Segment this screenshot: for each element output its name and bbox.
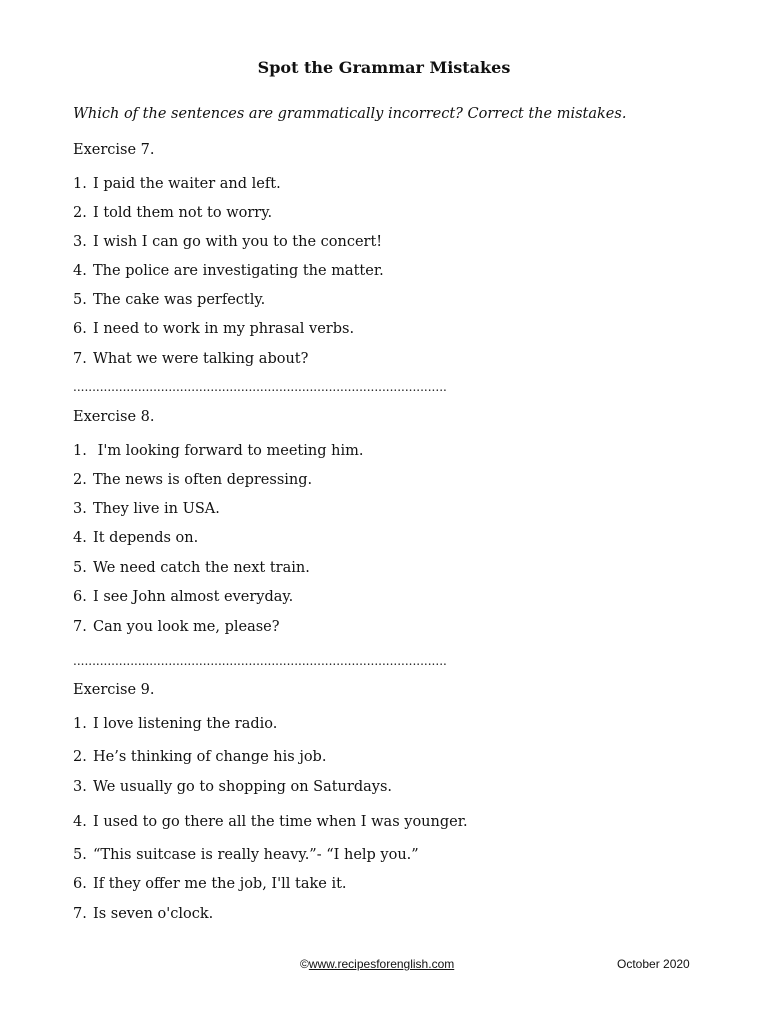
item-number: 1.: [73, 443, 87, 459]
divider: ..................................................................................................: [73, 380, 447, 394]
item-number: 4.: [73, 263, 87, 279]
item-text: I see John almost everyday.: [93, 589, 294, 605]
item-number: 5.: [73, 847, 87, 863]
list-item: [73, 749, 326, 765]
website-link[interactable]: www.recipesforenglish.com: [308, 957, 455, 971]
list-item: [73, 263, 384, 279]
item-text: “This suitcase is really heavy.”- “I help you.”: [93, 847, 419, 863]
instructions: Which of the sentences are grammatically incorrect? Correct the mistakes.: [73, 106, 627, 122]
item-text: We need catch the next train.: [93, 560, 310, 576]
item-text: The news is often depressing.: [93, 472, 313, 488]
list-item: [73, 292, 265, 308]
item-text: If they offer me the job, I'll take it.: [93, 876, 347, 892]
item-number: 4.: [73, 814, 87, 830]
item-number: 4.: [73, 530, 87, 546]
item-text: I used to go there all the time when I was younger.: [93, 814, 468, 830]
page-title: Spot the Grammar Mistakes: [257, 58, 511, 77]
item-number: 2.: [73, 205, 87, 221]
item-number: 3.: [73, 234, 87, 250]
list-item: [73, 906, 213, 922]
exercise-heading: Exercise 8.: [73, 409, 155, 425]
item-number: 6.: [73, 589, 87, 605]
item-text: I love listening the radio.: [93, 716, 278, 732]
item-text: I need to work in my phrasal verbs.: [93, 321, 355, 337]
list-item: [73, 530, 198, 546]
item-text: They live in USA.: [93, 501, 220, 517]
item-number: 2.: [73, 749, 87, 765]
list-item: [73, 560, 310, 576]
item-number: 5.: [73, 292, 87, 308]
item-text: I wish I can go with you to the concert!: [93, 234, 383, 250]
item-number: 6.: [73, 321, 87, 337]
list-item: [73, 234, 382, 250]
item-number: 3.: [73, 501, 87, 517]
list-item: [73, 619, 280, 635]
footer-date: October 2020: [617, 957, 690, 971]
list-item: [73, 501, 220, 517]
item-number: 2.: [73, 472, 87, 488]
list-item: [73, 443, 363, 459]
item-number: 7.: [73, 906, 87, 922]
item-text: He’s thinking of change his job.: [93, 749, 327, 765]
item-text: I told them not to worry.: [93, 205, 273, 221]
item-text: I'm looking forward to meeting him.: [93, 443, 364, 459]
item-text: I paid the waiter and left.: [93, 176, 281, 192]
item-text: Is seven o'clock.: [93, 906, 214, 922]
item-text: The cake was perfectly.: [93, 292, 266, 308]
item-number: 3.: [73, 779, 87, 795]
item-number: 1.: [73, 716, 87, 732]
list-item: [73, 589, 293, 605]
list-item: [73, 472, 312, 488]
list-item: [73, 847, 419, 863]
list-item: [73, 351, 308, 367]
item-text: What we were talking about?: [93, 351, 309, 367]
list-item: [73, 321, 354, 337]
item-text: We usually go to shopping on Saturdays.: [93, 779, 392, 795]
list-item: [73, 176, 281, 192]
item-number: 5.: [73, 560, 87, 576]
copyright-symbol: ©: [300, 957, 309, 971]
list-item: [73, 814, 468, 830]
list-item: [73, 876, 347, 892]
item-text: It depends on.: [93, 530, 199, 546]
item-number: 1.: [73, 176, 87, 192]
list-item: [73, 779, 392, 795]
list-item: [73, 716, 277, 732]
footer-copyright: [300, 957, 454, 971]
exercise-heading: Exercise 7.: [73, 142, 155, 158]
item-text: Can you look me, please?: [93, 619, 280, 635]
exercise-heading: Exercise 9.: [73, 682, 155, 698]
list-item: [73, 205, 272, 221]
item-number: 7.: [73, 351, 87, 367]
item-text: The police are investigating the matter.: [93, 263, 384, 279]
item-number: 7.: [73, 619, 87, 635]
item-number: 6.: [73, 876, 87, 892]
divider: ..................................................................................................: [73, 654, 447, 668]
